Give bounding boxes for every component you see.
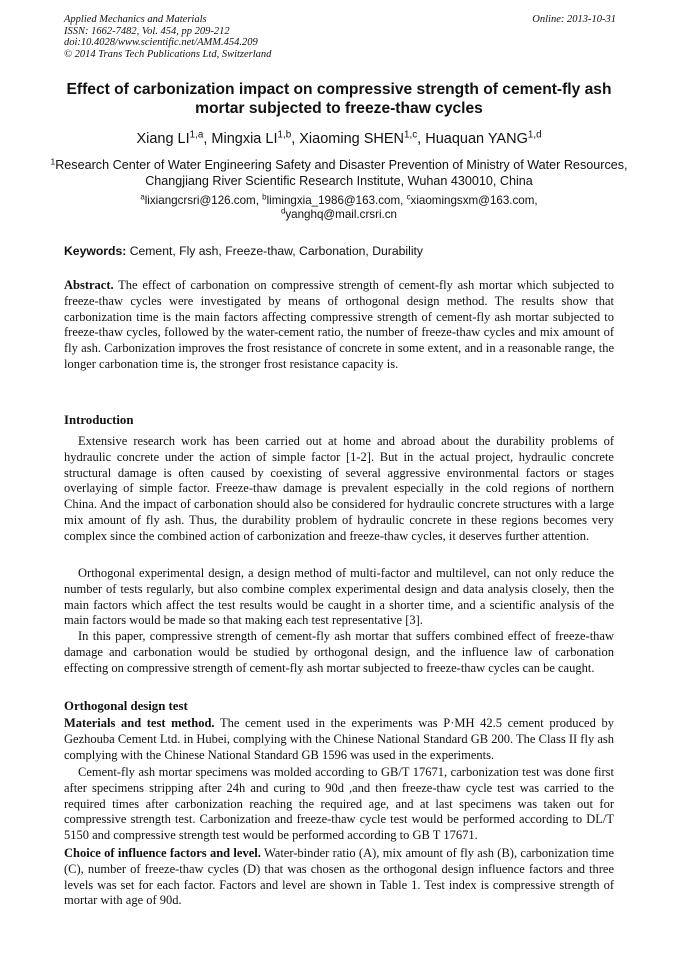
author: Xiaoming SHEN$^{1,c}$	[299, 129, 418, 147]
section-heading-orthogonal: Orthogonal design test	[64, 699, 188, 713]
paper-title: Effect of carbonization impact on compressive strength of cement-fly ash mortar subjected to freeze-thaw cycles	[66, 81, 612, 117]
author: Xiang LI$^{1,a}$	[136, 129, 204, 147]
intro-paragraph-2: Orthogonal experimental design, a design method of multi-factor and multilevel, can not only reduce the number of tests regularly, but also combine complex experimental design and data analysis closely, then the main factors which affect the test results would be caught in a shorter time, and a scientific analysis of the main factors would be made so that making each test representative [3].	[64, 566, 614, 628]
factors-paragraph: Choice of influence factors and level. Water-binder ratio (A), mix amount of fly ash (B), carbonization time (C), number of freeze-thaw cycles (D) that was chosen as the orthogonal design influence factors and three levels was set for each factor. Factors and level are shown in Table 1. Test index is compressive strength of mortar with age of 90d.	[64, 846, 614, 908]
intro-paragraph-1: Extensive research work has been carried out at home and abroad about the durability problems of hydraulic concrete under the action of simple factor [1-2]. But in the actual project, hydraulic concrete structural damage is often caused by coexisting of several aggressive environmental factors or stages overlaying of simple factor. Freeze-thaw damage is prevalent especially in the cold regions of northern China. And the impact of carbonation should also be considered for hydraulic concrete structures with a large mix amount of fly ash. Thus, the durability problem of hydraulic concrete in these regions becomes very complex since the combined action of carbonization and freeze-thaw cycles, it deserves further attention.	[64, 434, 614, 543]
online-date: Online: 2013-10-31	[532, 14, 616, 25]
journal-name: Applied Mechanics and Materials	[64, 14, 207, 25]
author-list: Xiang LI$^{1,a}$, Mingxia LI$^{1,b}$, Xiaoming SHEN$^{1,c}$, Huaquan YANG$^{1,d}$	[136, 129, 542, 147]
abstract: Abstract. The effect of carbonation on compressive strength of cement-fly ash mortar which subjected to freeze-thaw cycles were investigated by means of orthogonal design method. The results show that carbonization time is the main factors affecting compressive strength of cement-fly ash mortar subjected to freeze-thaw cycles, followed by the water-cement ratio, the number of freeze-thaw cycles and mix amount of fly ash. Carbonization improves the frost resistance of concrete in some extent, and in a reasonable range, the longer carbonation time is, the stronger frost resistance capacity is.	[64, 278, 615, 371]
journal-header	[64, 14, 616, 60]
abstract-label: Abstract.	[64, 278, 114, 292]
journal-doi: doi:10.4028/www.scientific.net/AMM.454.209	[64, 37, 258, 49]
author: Huaquan YANG$^{1,d}$	[425, 129, 542, 147]
section-heading-introduction: Introduction	[64, 413, 134, 427]
keywords: Keywords: Cement, Fly ash, Freeze-thaw, Carbonation, Durability	[64, 244, 424, 258]
test-method-paragraph: Cement-fly ash mortar specimens was molded according to GB/T 17671, carbonization test was done first after specimens stripping after 24h and curing to 90d ,and then freeze-thaw cycle test was carried to the required times after carbonization reaching the required age, and at last specimens was taken out for compressive strength test. Carbonization and freeze-thaw cycle test would be performed according to DL/T 5150 and compressive strength test would be performed according to GB T 17671.	[64, 765, 614, 842]
journal-copyright: © 2014 Trans Tech Publications Ltd, Switzerland	[64, 48, 272, 60]
affiliation: $^1$Research Center of Water Engineering Safety and Disaster Prevention of Ministry of Water Resources, Changjiang River Scientific Research Institute, Wuhan 430010, China	[50, 156, 628, 188]
email: lixiangcrsri@126.com	[144, 194, 256, 207]
author-emails: $^a$lixiangcrsri@126.com, $^b$limingxia_1986@163.com, $^c$xiaomingsxm@163.com, $^d$yanghq@mail.crsri.cn	[140, 192, 538, 221]
materials-paragraph: Materials and test method. The cement used in the experiments was P·MH 42.5 cement produced by Gezhouba Cement Ltd. in Hubei, complying with the Chinese National Standard GB 200. The Class II fly ash complying with the Chinese National Standard GB 1596 was used in the experiments.	[64, 716, 614, 762]
email: limingxia_1986@163.com	[266, 194, 401, 207]
email: xiaomingsxm@163.com	[410, 194, 535, 207]
email: yanghq@mail.crsri.cn	[285, 208, 398, 221]
author: Mingxia LI$^{1,b}$	[211, 129, 292, 147]
journal-issn: ISSN: 1662-7482, Vol. 454, pp 209-212	[64, 25, 230, 37]
intro-paragraph-3: In this paper, compressive strength of cement-fly ash mortar that suffers combined effect of freeze-thaw damage and carbonation would be studied by orthogonal design, and the influence law of carbonation effecting on compressive strength of cement-fly ash mortar subjected to freeze-thaw cycles can be caught.	[64, 629, 614, 675]
